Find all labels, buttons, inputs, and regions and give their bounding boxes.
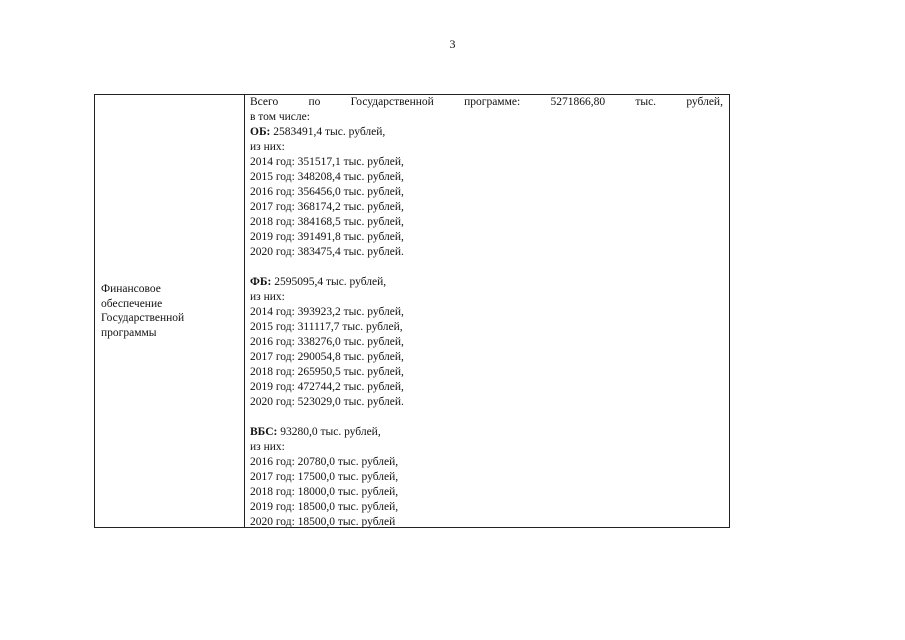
year-line: 2014 год: 351517,1 тыс. рублей, bbox=[250, 156, 404, 168]
funding-table bbox=[94, 94, 730, 528]
total-word: по bbox=[308, 96, 321, 108]
table-label-cell bbox=[95, 95, 245, 527]
total-line bbox=[250, 95, 723, 110]
total-word: Государственной bbox=[350, 96, 434, 108]
year-line: 2015 год: 348208,4 тыс. рублей, bbox=[250, 171, 404, 183]
label-line: Государственной bbox=[101, 312, 185, 324]
total-word: Всего bbox=[250, 96, 279, 108]
label-line: обеспечение bbox=[101, 297, 163, 310]
section-code: ОБ: bbox=[250, 126, 271, 138]
year-line: 2018 год: 265950,5 тыс. рублей, bbox=[250, 366, 404, 378]
section-amount: 2595095,4 тыс. рублей, bbox=[271, 276, 387, 288]
year-line: 2016 год: 356456,0 тыс. рублей, bbox=[250, 186, 404, 198]
of-which-line: из них: bbox=[250, 291, 285, 303]
year-line: 2014 год: 393923,2 тыс. рублей, bbox=[250, 306, 404, 318]
total-word: программе: bbox=[464, 96, 521, 108]
year-line: 2017 год: 368174,2 тыс. рублей, bbox=[250, 201, 404, 213]
year-line: 2018 год: 18000,0 тыс. рублей, bbox=[250, 486, 399, 498]
year-line: 2019 год: 18500,0 тыс. рублей, bbox=[250, 501, 399, 513]
year-line: 2019 год: 472744,2 тыс. рублей, bbox=[250, 381, 404, 393]
year-line: 2020 год: 18500,0 тыс. рублей bbox=[250, 516, 396, 528]
section-amount: 93280,0 тыс. рублей, bbox=[277, 426, 381, 438]
section-code: ВБС: bbox=[250, 426, 278, 438]
year-line: 2020 год: 523029,0 тыс. рублей. bbox=[250, 396, 404, 408]
of-which-line: из них: bbox=[250, 441, 285, 453]
table-content-cell bbox=[245, 95, 729, 527]
year-line: 2020 год: 383475,4 тыс. рублей. bbox=[250, 246, 404, 258]
label-line: программы bbox=[101, 326, 157, 339]
year-line: 2018 год: 384168,5 тыс. рублей, bbox=[250, 216, 404, 228]
total-word: тыс. bbox=[635, 96, 657, 108]
section-code: ФБ: bbox=[250, 276, 272, 288]
section-header-vbs bbox=[250, 425, 723, 440]
including-line: в том числе: bbox=[250, 111, 310, 123]
year-line: 2016 год: 338276,0 тыс. рублей, bbox=[250, 336, 404, 348]
year-line: 2017 год: 290054,8 тыс. рублей, bbox=[250, 351, 404, 363]
total-amount: 5271866,80 bbox=[550, 96, 606, 108]
year-line: 2017 год: 17500,0 тыс. рублей, bbox=[250, 471, 399, 483]
year-line: 2016 год: 20780,0 тыс. рублей, bbox=[250, 456, 399, 468]
total-word: рублей, bbox=[686, 96, 723, 108]
year-line: 2015 год: 311117,7 тыс. рублей, bbox=[250, 321, 403, 333]
year-line: 2019 год: 391491,8 тыс. рублей, bbox=[250, 231, 404, 243]
page-number: 3 bbox=[449, 37, 456, 51]
section-header-fb bbox=[250, 275, 723, 290]
section-amount: 2583491,4 тыс. рублей, bbox=[270, 126, 386, 138]
section-header-ob bbox=[250, 125, 723, 140]
of-which-line: из них: bbox=[250, 141, 285, 153]
label-line: Финансовое bbox=[101, 283, 161, 295]
